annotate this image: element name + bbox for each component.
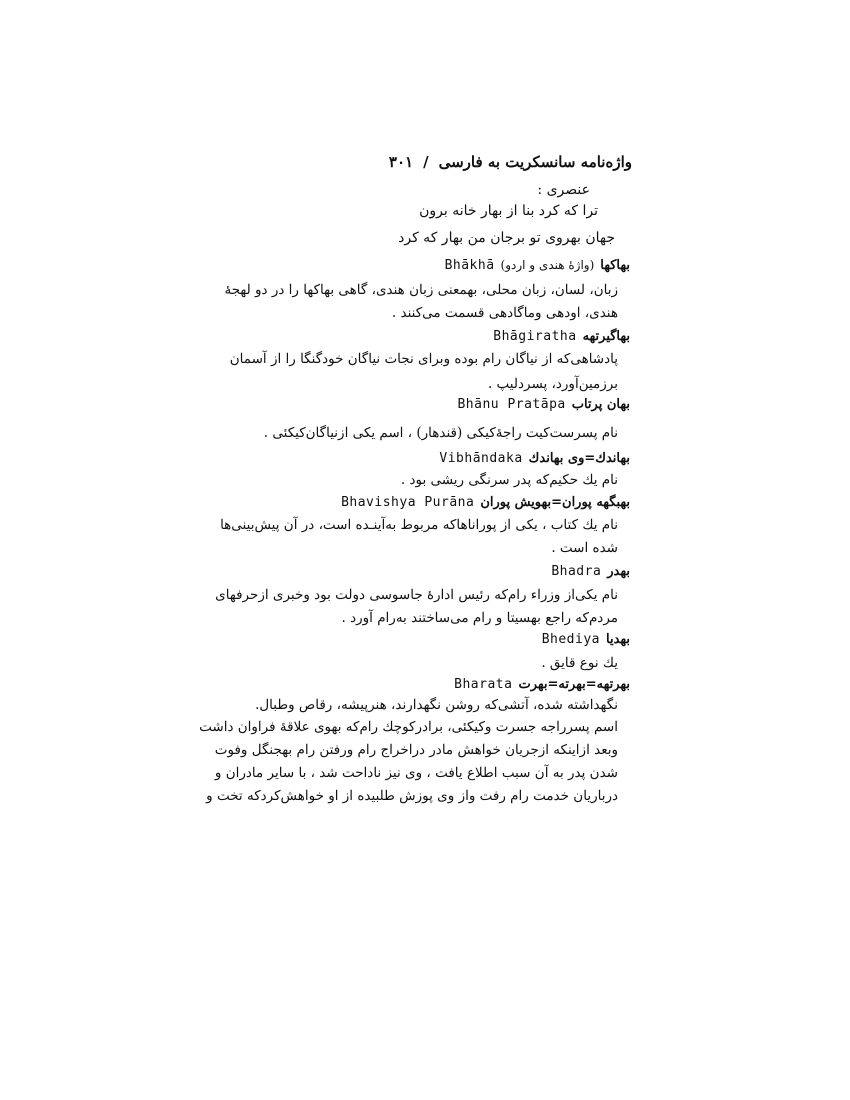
headword-persian: بهاندك=وی بهاندك — [528, 451, 630, 466]
page-number: ۳۰۱ — [388, 153, 414, 171]
headword-latin: Bhadra — [551, 564, 602, 579]
definition-line: وبعد ازاینکه ازجریان خواهش مادر دراخراج رام ورفتن رام بهجنگل وفوت — [214, 742, 618, 758]
entry-headword — [457, 397, 630, 412]
headword-latin: Bhākhā — [444, 258, 495, 273]
headword-persian: بهاگیرتهه — [582, 329, 630, 344]
definition-line: هندی، اودهی وماگادهی قسمت می‌کنند . — [391, 305, 618, 321]
header-title: واژه‌نامه سانسکریت به فارسی — [438, 153, 632, 171]
headword-latin: Bhediya — [541, 632, 600, 647]
headword-persian: بهان پرتاب — [571, 397, 630, 412]
definition-line: شدن پدر به آن سبب اطلاع یافت ، وی نیز ناداحت شد ، با سایر مادران و — [214, 765, 618, 781]
definition-line: زبان، لسان، زبان محلی، بهمعنی زبان هندی، گاهی بهاکها را در دو لهجهٔ — [224, 282, 618, 298]
definition-line: نام یکی‌از وزراء رام‌که رئیس ادارهٔ جاسوسی دولت بود وخبری ازحرفهای — [215, 587, 618, 603]
poem-line-1: ترا که کرد بنا از بهار خانه برون — [419, 203, 598, 219]
headword-latin: Bhāgiratha — [493, 329, 577, 344]
entry-headword — [439, 451, 630, 466]
entry-headword — [454, 677, 630, 692]
entry-headword — [542, 632, 630, 647]
headword-persian: بهاکها — [600, 258, 630, 273]
entry-headword — [445, 258, 630, 273]
headword-note: (واژهٔ هندی و اردو) — [500, 258, 595, 272]
headword-persian: بهدیا — [605, 632, 630, 647]
headword-persian: بهبگهه پوران=بهویش پوران — [480, 495, 630, 510]
headword-latin: Vibhāndaka — [439, 451, 523, 466]
running-header — [228, 150, 632, 174]
poet-name: عنصری : — [537, 182, 590, 198]
definition-line: یك نوع قایق . — [541, 655, 618, 671]
definition-line: اسم پسرراجه جسرت وکیکئی، برادرکوچك رام‌که بهوی علاقهٔ فراوان داشت — [199, 719, 618, 735]
definition-line: درباریان خدمت رام رفت واز وی پوزش طلبیده از او خواهش‌کردکه تخت و — [206, 788, 618, 804]
definition-line: مردم‌که راجع بهسیتا و رام می‌ساختند به‌رام آورد . — [341, 610, 618, 626]
definition-line: نام پسرست‌کیت راجهٔ‌کیکی (قندهار) ، اسم یکی ازنیاگان‌کیکئی . — [263, 425, 618, 441]
header-separator: / — [423, 153, 429, 171]
headword-persian: بهدر — [607, 564, 630, 579]
headword-latin: Bhavishya Purāna — [341, 495, 475, 510]
definition-line: پادشاهی‌که از نیاگان رام بوده وبرای نجات نیاگان خودگنگا را از آسمان — [229, 351, 618, 367]
headword-latin: Bhānu Pratāpa — [457, 397, 566, 412]
definition-line: نام یك کتاب ، یکی از پوراناها‌که مربوط به‌آینـده است، در آن پیش‌بینی‌ها — [220, 517, 618, 533]
definition-line: نگهداشته شده، آتشی‌که روشن نگهدارند، هنرپیشه، رقاص وطبال. — [255, 697, 618, 713]
headword-persian: بهرتهه=بهرته=بهرت — [518, 677, 630, 692]
entry-headword — [341, 495, 630, 510]
definition-line: نام یك حکیم‌که پدر سرنگی ریشی بود . — [400, 472, 618, 488]
poem-line-2: جهان بهروی تو برجان من بهار که کرد — [398, 230, 615, 246]
definition-line: شده است . — [551, 540, 618, 556]
definition-line: برزمین‌آورد، پسردلیپ . — [487, 376, 618, 392]
entry-headword — [551, 564, 630, 579]
headword-latin: Bharata — [454, 677, 513, 692]
entry-headword — [493, 329, 630, 344]
